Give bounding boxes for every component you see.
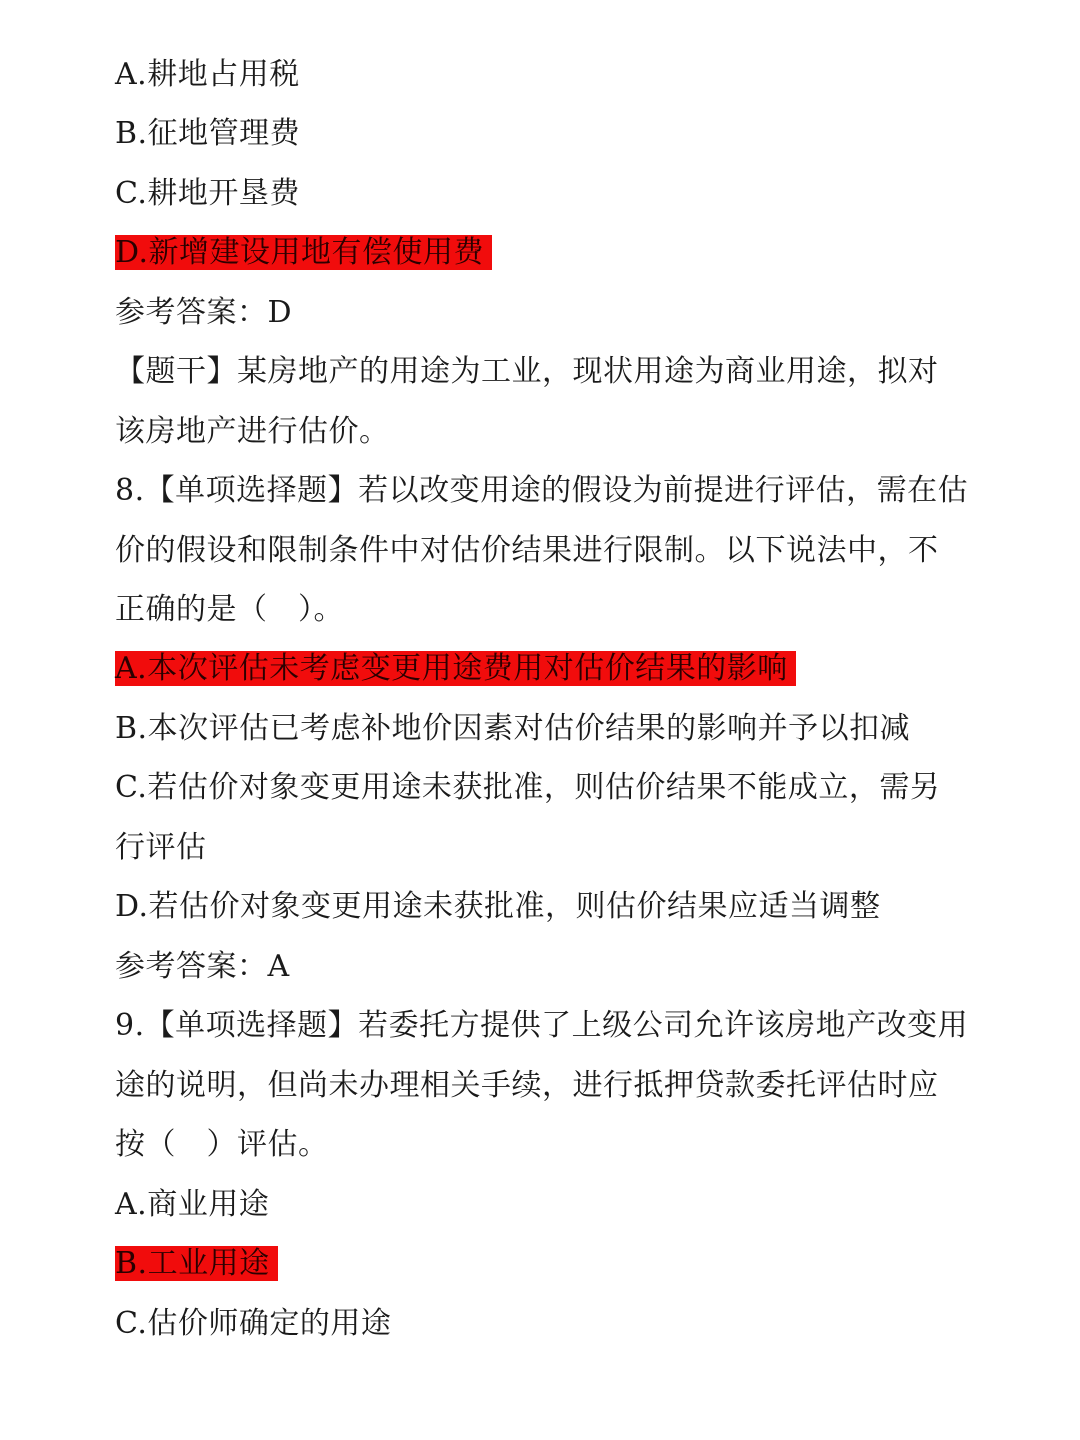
stem-line-2: 该房地产进行估价。: [115, 414, 390, 449]
correct-answer-highlight: B.工业用途: [115, 1246, 278, 1281]
q8-option-a-correct: [115, 643, 796, 695]
q9-line-1: 9.【单项选择题】若委托方提供了上级公司允许该房地产改变用: [115, 1008, 969, 1043]
q9-line-3: 按（ ）评估。: [115, 1127, 329, 1162]
q8-option-d: D.若估价对象变更用途未获批准，则估价结果应适当调整: [115, 889, 881, 924]
correct-answer-highlight: D.新增建设用地有偿使用费: [115, 235, 492, 270]
q8-option-c: C.若估价对象变更用途未获批准，则估价结果不能成立，需另: [115, 770, 941, 805]
q8-line-1: 8.【单项选择题】若以改变用途的假设为前提进行评估，需在估: [115, 473, 969, 508]
stem-line-1: 【题干】某房地产的用途为工业，现状用途为商业用途，拟对: [115, 354, 939, 389]
q8-option-c-cont: 行评估: [115, 830, 207, 865]
q7-option-a: A.耕地占用税: [115, 57, 300, 92]
q8-line-3: 正确的是（ ）。: [115, 592, 344, 627]
q7-option-c: C.耕地开垦费: [115, 176, 300, 211]
q7-option-b: B.征地管理费: [115, 116, 301, 151]
q8-option-b: B.本次评估已考虑补地价因素对估价结果的影响并予以扣减: [115, 711, 911, 746]
q8-answer: 参考答案：A: [115, 949, 290, 984]
q8-line-2: 价的假设和限制条件中对估价结果进行限制。以下说法中，不: [115, 533, 939, 568]
q7-option-d-correct: [115, 227, 492, 279]
q9-option-b-correct: [115, 1238, 278, 1290]
correct-answer-highlight: A.本次评估未考虑变更用途费用对估价结果的影响: [115, 651, 796, 686]
q9-line-2: 途的说明，但尚未办理相关手续，进行抵押贷款委托评估时应: [115, 1068, 939, 1103]
q9-option-a: A.商业用途: [115, 1187, 270, 1222]
q9-option-c: C.估价师确定的用途: [115, 1306, 392, 1341]
q7-answer: 参考答案：D: [115, 295, 293, 330]
